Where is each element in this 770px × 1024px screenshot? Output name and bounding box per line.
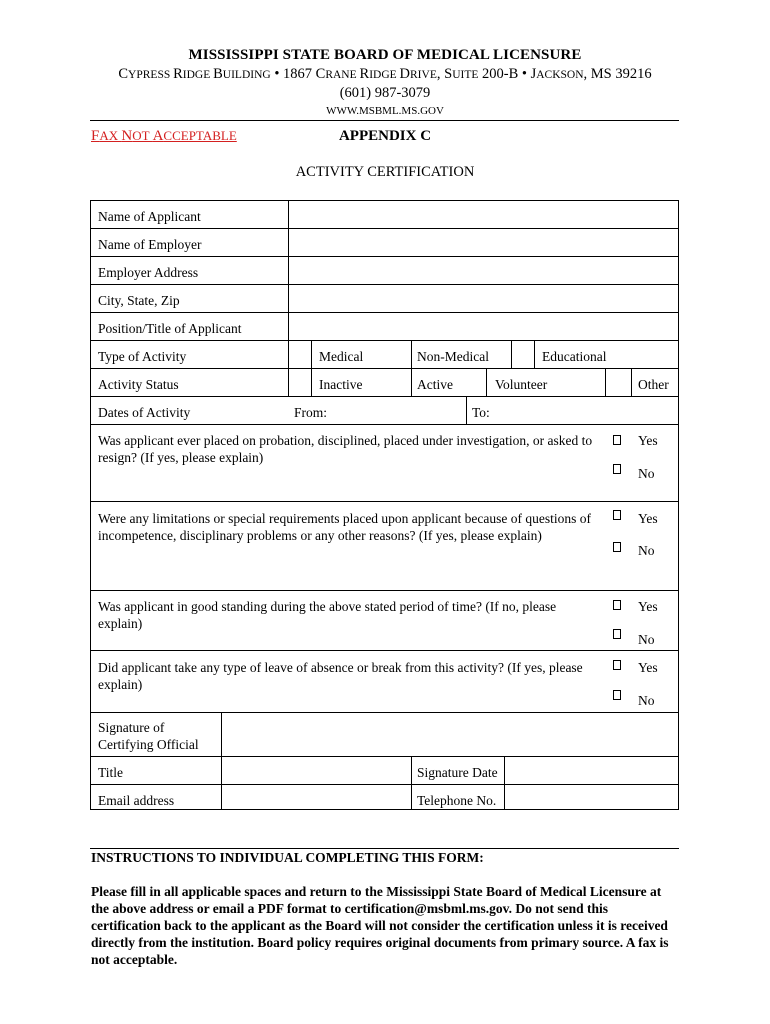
column-divider: [311, 340, 312, 396]
label-signature-date: Signature Date: [417, 765, 498, 780]
q1-no-checkbox[interactable]: [613, 464, 621, 474]
q1-no-label: No: [638, 466, 655, 481]
column-divider: [486, 368, 487, 396]
question-limitations: Were any limitations or special requirements placed upon applicant because of questions of incompetence, disciplinary problems or any other reasons? (If yes, please explain): [98, 511, 592, 543]
option-non-medical: Non-Medical: [417, 349, 489, 364]
volunteer-checkbox-cell[interactable]: [462, 369, 486, 396]
instructions-divider: [90, 848, 679, 849]
email-address-field[interactable]: [222, 785, 411, 809]
q2-yes-label: Yes: [638, 511, 658, 526]
appendix-label: APPENDIX C: [338, 128, 432, 144]
label-employer-address: Employer Address: [98, 265, 199, 280]
option-active: Active: [417, 377, 453, 392]
label-city-state-zip: City, State, Zip: [98, 293, 180, 308]
activity-form-table: [90, 200, 679, 810]
row-divider: [91, 368, 678, 369]
label-title: Title: [98, 765, 124, 780]
question-probation: Was applicant ever placed on probation, disciplined, placed under investigation, or asked to resign? (If yes, please explain): [98, 433, 593, 465]
label-telephone: Telephone No.: [417, 793, 497, 808]
position-title-field[interactable]: [289, 313, 678, 340]
board-address: CYPRESS RIDGE BUILDING • 1867 CRANE RIDGE DRIVE, SUITE 200-B • JACKSON, MS 39216: [118, 66, 652, 82]
row-divider: [91, 501, 678, 502]
employer-address-field[interactable]: [289, 257, 678, 284]
q2-no-label: No: [638, 543, 655, 558]
row-divider: [91, 424, 678, 425]
column-divider: [534, 340, 535, 368]
q4-no-label: No: [638, 693, 655, 708]
q3-yes-label: Yes: [638, 599, 658, 614]
label-type-of-activity: Type of Activity: [98, 349, 187, 364]
row-divider: [91, 650, 678, 651]
q3-yes-checkbox[interactable]: [613, 600, 621, 610]
option-inactive: Inactive: [319, 377, 363, 392]
header-divider: [90, 120, 679, 121]
q3-no-checkbox[interactable]: [613, 629, 621, 639]
label-dates-of-activity: Dates of Activity: [98, 405, 191, 420]
label-position-title: Position/Title of Applicant: [98, 321, 242, 336]
date-to-field[interactable]: [493, 397, 678, 424]
label-name-of-applicant: Name of Applicant: [98, 209, 201, 224]
row-divider: [91, 340, 678, 341]
board-website: WWW.MSBML.MS.GOV: [326, 105, 444, 117]
q4-yes-checkbox[interactable]: [613, 660, 621, 670]
date-from-field[interactable]: [331, 397, 465, 424]
label-signature-line2: Certifying Official: [98, 737, 199, 752]
instructions-body: Please fill in all applicable spaces and return to the Mississippi State Board of Medical Licensure at the above address or email a PDF format to certification@msbml.ms.gov. Do not send this certification back to the applicant as the Board will not consider the certification unless it is received directly from the institution. Board policy requires original documents from primary source. A fax is not acceptable.: [91, 884, 669, 967]
board-phone: (601) 987-3079: [339, 85, 431, 101]
q4-yes-label: Yes: [638, 660, 658, 675]
label-name-of-employer: Name of Employer: [98, 237, 202, 252]
label-activity-status: Activity Status: [98, 377, 179, 392]
label-date-to: To:: [472, 405, 490, 420]
option-medical: Medical: [319, 349, 364, 364]
form-title: ACTIVITY CERTIFICATION: [295, 164, 475, 180]
other-checkbox-cell[interactable]: [606, 369, 631, 396]
board-title: MISSISSIPPI STATE BOARD OF MEDICAL LICENSURE: [188, 47, 582, 63]
educational-checkbox-cell[interactable]: [512, 341, 534, 368]
column-divider: [466, 396, 467, 424]
q3-no-label: No: [638, 632, 655, 647]
label-date-from: From:: [294, 405, 328, 420]
q2-yes-checkbox[interactable]: [613, 510, 621, 520]
telephone-field[interactable]: [505, 785, 678, 809]
q1-yes-checkbox[interactable]: [613, 435, 621, 445]
q4-no-checkbox[interactable]: [613, 690, 621, 700]
option-volunteer: Volunteer: [495, 377, 548, 392]
inactive-checkbox-cell[interactable]: [289, 369, 311, 396]
name-of-applicant-field[interactable]: [289, 201, 678, 228]
option-other: Other: [638, 377, 669, 392]
medical-checkbox-cell[interactable]: [289, 341, 311, 368]
name-of-employer-field[interactable]: [289, 229, 678, 256]
city-state-zip-field[interactable]: [289, 285, 678, 312]
option-educational: Educational: [542, 349, 607, 364]
instructions-title: INSTRUCTIONS TO INDIVIDUAL COMPLETING THIS FORM:: [91, 850, 484, 865]
question-good-standing: Was applicant in good standing during the above stated period of time? (If no, please explain): [98, 599, 557, 631]
label-signature-line1: Signature of: [98, 720, 165, 735]
signature-field[interactable]: [222, 713, 678, 756]
q1-yes-label: Yes: [638, 433, 658, 448]
signature-date-field[interactable]: [505, 757, 678, 784]
fax-not-acceptable-notice: FAX NOT ACCEPTABLE: [91, 128, 237, 144]
column-divider: [631, 368, 632, 396]
row-divider: [91, 590, 678, 591]
question-leave-of-absence: Did applicant take any type of leave of absence or break from this activity? (If yes, please explain): [98, 660, 583, 692]
label-email-address: Email address: [98, 793, 175, 808]
title-field[interactable]: [222, 757, 411, 784]
column-divider: [411, 756, 412, 810]
q2-no-checkbox[interactable]: [613, 542, 621, 552]
